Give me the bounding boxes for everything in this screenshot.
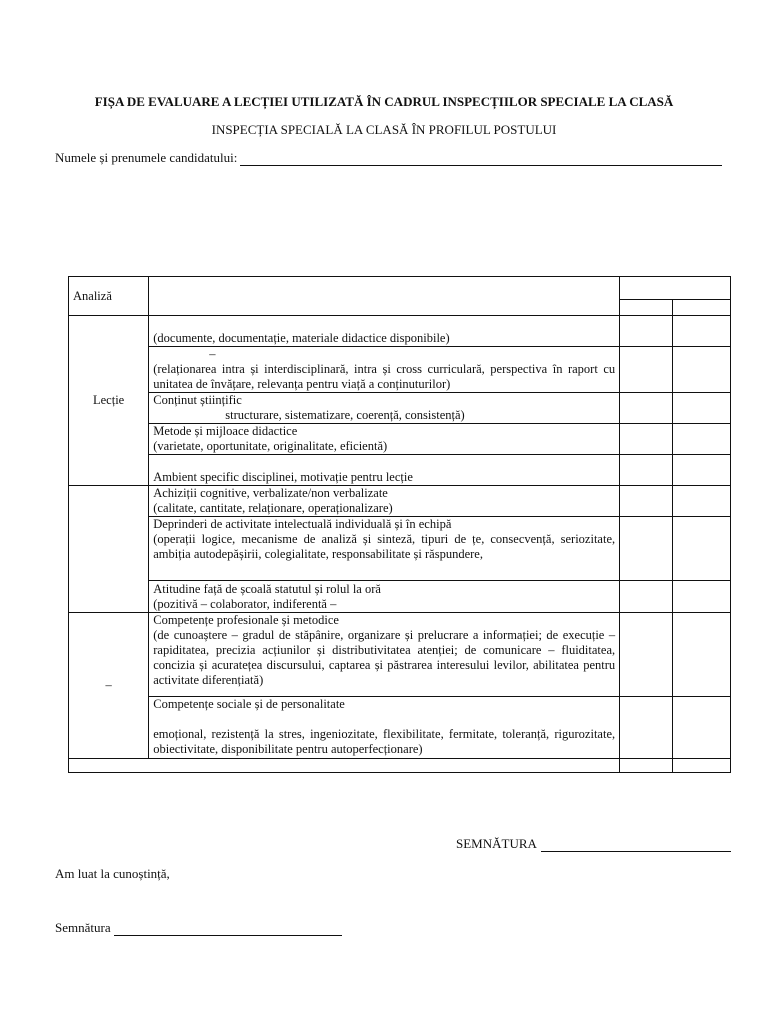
table-row: [69, 613, 731, 697]
score-cell[interactable]: [672, 455, 730, 486]
score-cell[interactable]: [620, 581, 673, 613]
score-cell[interactable]: [620, 347, 673, 393]
score-cell[interactable]: [620, 486, 673, 517]
acknowledgement-text: Am luat la cunoștință,: [55, 866, 170, 881]
document-title: FIȘA DE EVALUARE A LECȚIEI UTILIZATĂ ÎN CADRUL INSPECȚIILOR SPECIALE LA CLASĂ: [94, 94, 674, 109]
row-6-detail: (calitate, cantitate, relaționare, operaționalizare): [153, 501, 393, 515]
row-4-criteria: [149, 424, 620, 455]
row-9-criteria: [149, 613, 620, 697]
table-row: [69, 347, 731, 393]
row-8-title: Atitudine față de școală statutul și rolul la oră: [153, 582, 381, 596]
score-cell[interactable]: [672, 613, 730, 697]
section-lectie: Lecție: [69, 316, 149, 486]
table-row: [69, 581, 731, 613]
row-7-criteria: [149, 517, 620, 581]
row-3-detail: structurare, sistematizare, coerență, consistență): [225, 408, 465, 422]
evaluation-table: [68, 276, 731, 773]
row-8-detail: (pozitivă – colaborator, indiferentă –: [153, 597, 337, 611]
candidate-signature-field[interactable]: [114, 921, 342, 936]
section-third: –: [69, 613, 149, 759]
row-2-text: (relaționarea intra și interdisciplinară, intra și cross curriculară, perspectiva în raport cu unitatea de învățare, relevanța pentru viață a conținuturilor): [153, 362, 616, 391]
candidate-name-label: Numele și prenumele candidatului:: [55, 150, 238, 165]
score-cell[interactable]: [672, 697, 730, 759]
row-4-title: Metode și mijloace didactice: [153, 424, 298, 438]
header-criteria-cell: [149, 277, 620, 316]
row-7-title: Deprinderi de activitate intelectuală individuală și în echipă: [153, 517, 452, 531]
score-cell[interactable]: [620, 455, 673, 486]
row-8-criteria: [149, 581, 620, 613]
row-2-dash: –: [209, 347, 216, 361]
score-cell[interactable]: [620, 393, 673, 424]
document-subtitle: INSPECȚIA SPECIALĂ LA CLASĂ ÎN PROFILUL POSTULUI: [211, 122, 557, 137]
row-5-criteria: Ambient specific disciplinei, motivație pentru lecție: [149, 455, 620, 486]
row-3-title: Conținut științific: [153, 393, 242, 407]
row-1-criteria: (documente, documentație, materiale didactice disponibile): [149, 316, 620, 347]
row-10-title: Competențe sociale și de personalitate: [153, 697, 345, 711]
score-cell[interactable]: [672, 347, 730, 393]
table-total-row: [69, 759, 731, 773]
row-2-criteria: [149, 347, 620, 393]
score-cell[interactable]: [672, 581, 730, 613]
evaluator-signature-field[interactable]: [541, 837, 731, 852]
table-row: [69, 517, 731, 581]
total-label-cell: [69, 759, 620, 773]
header-score-cell: [620, 277, 731, 300]
candidate-name-row: [55, 150, 722, 166]
total-score-cell[interactable]: [672, 759, 730, 773]
candidate-name-field[interactable]: [240, 151, 722, 166]
table-row: [69, 393, 731, 424]
table-header-row: [69, 277, 731, 300]
subheader-score-2: [672, 300, 730, 316]
table-row: [69, 424, 731, 455]
row-3-criteria: [149, 393, 620, 424]
evaluator-signature-label: SEMNĂTURA: [456, 836, 537, 851]
score-cell[interactable]: [672, 393, 730, 424]
score-cell[interactable]: [620, 697, 673, 759]
total-score-cell[interactable]: [620, 759, 673, 773]
score-cell[interactable]: [672, 424, 730, 455]
evaluator-signature-row: [456, 836, 731, 852]
score-cell[interactable]: [620, 424, 673, 455]
table-row: [69, 316, 731, 347]
subheader-score-1: [620, 300, 673, 316]
score-cell[interactable]: [672, 486, 730, 517]
row-9-title: Competențe profesionale și metodice: [153, 613, 339, 627]
score-cell[interactable]: [672, 517, 730, 581]
candidate-signature-row: [55, 920, 342, 936]
score-cell[interactable]: [672, 316, 730, 347]
score-cell[interactable]: [620, 316, 673, 347]
row-7-detail: (operații logice, mecanisme de analiză și sinteză, tipuri de țe, consecvență, seriozitate, ambiția autodepășirii, colegialitate, responsabilitate și răspundere,: [153, 532, 616, 561]
row-4-detail: (varietate, oportunitate, originalitate, eficientă): [153, 439, 388, 453]
table-row: [69, 486, 731, 517]
row-6-title: Achiziții cognitive, verbalizate/non verbalizate: [153, 486, 388, 500]
candidate-signature-label: Semnătura: [55, 920, 111, 935]
row-10-criteria: [149, 697, 620, 759]
row-10-detail: emoțional, rezistență la stres, ingeniozitate, flexibilitate, fermitate, toleranță, rigurozitate, obiectivitate, disponibilitate pentru autoperfecționare): [153, 727, 616, 756]
row-9-detail: (de cunoaștere – gradul de stăpânire, organizare și prelucrare a informației; de execuție – rapiditatea, precizia acțiunilor și distributivitatea atenției; de comunicare – fluiditatea, concizia și acuratețea discursului, captarea și păstrarea interesului levilor, abilitatea pentru activitate diferențiată): [153, 628, 616, 687]
section-second: [69, 486, 149, 613]
table-row: [69, 697, 731, 759]
score-cell[interactable]: [620, 613, 673, 697]
table-row: [69, 455, 731, 486]
header-analiza: Analiză: [69, 277, 149, 316]
row-6-criteria: [149, 486, 620, 517]
score-cell[interactable]: [620, 517, 673, 581]
